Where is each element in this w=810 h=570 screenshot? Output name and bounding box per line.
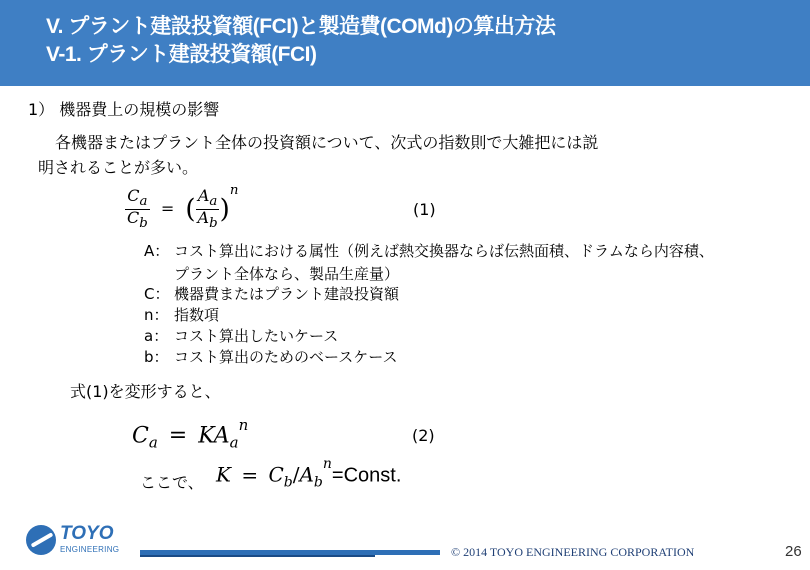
section-heading: 1） 機器費上の規模の影響 <box>28 100 220 119</box>
definition-desc: 指数項 <box>174 306 220 324</box>
definition-desc: プラント全体なら、製品生産量） <box>174 265 400 283</box>
footer-bar-dark <box>140 555 375 557</box>
definition-desc: コスト算出のためのベースケース <box>174 348 398 366</box>
copyright: © 2014 TOYO ENGINEERING CORPORATION <box>451 545 695 559</box>
equation-1: $\frac{C_a}{C_b}$ = ( $\frac{A_a}{A_b}$ )$^n$ <box>127 182 239 232</box>
toyo-logo-icon <box>26 525 56 555</box>
page-number: 26 <box>785 543 802 560</box>
definition-term: a： <box>144 327 169 345</box>
definition-desc: コスト算出における属性（例えば熱交換器ならば伝熱面積、ドラムなら内容積、 <box>174 242 714 260</box>
equation-3: $K = C_b/A_b^n=Const$. <box>216 456 402 491</box>
intro-line-1: 各機器またはプラント全体の投資額について、次式の指数則で大雑把には説 <box>55 133 599 152</box>
equation-2-number: (2) <box>412 426 435 445</box>
attribute-ratio: $\frac{A_a}{A_b}$ <box>197 186 218 232</box>
definition-desc: コスト算出したいケース <box>174 327 339 345</box>
equation-2: $C_a = KA_a^n$ <box>132 416 249 452</box>
cost-ratio: $\frac{C_a}{C_b}$ <box>127 186 148 232</box>
definition-term: C： <box>144 285 170 303</box>
equation-1-number: (1) <box>413 200 436 219</box>
title-banner <box>0 0 810 86</box>
intro-line-2: 明されることが多い。 <box>38 158 199 177</box>
note-prefix: ここで、 <box>140 473 204 492</box>
slide-title: V. プラント建設投資額(FCI)と製造費(COMd)の算出方法 <box>46 15 556 38</box>
logo-subtext: ENGINEERING <box>60 545 120 554</box>
definition-term: b： <box>144 348 169 366</box>
logo-text: TOYO <box>60 523 114 544</box>
slide-subtitle: V-1. プラント建設投資額(FCI) <box>46 43 317 66</box>
definition-term: A： <box>144 242 170 260</box>
transform-text: 式(1)を変形すると、 <box>70 382 221 401</box>
definition-term: n： <box>144 306 169 324</box>
definition-desc: 機器費またはプラント建設投資額 <box>174 285 400 303</box>
